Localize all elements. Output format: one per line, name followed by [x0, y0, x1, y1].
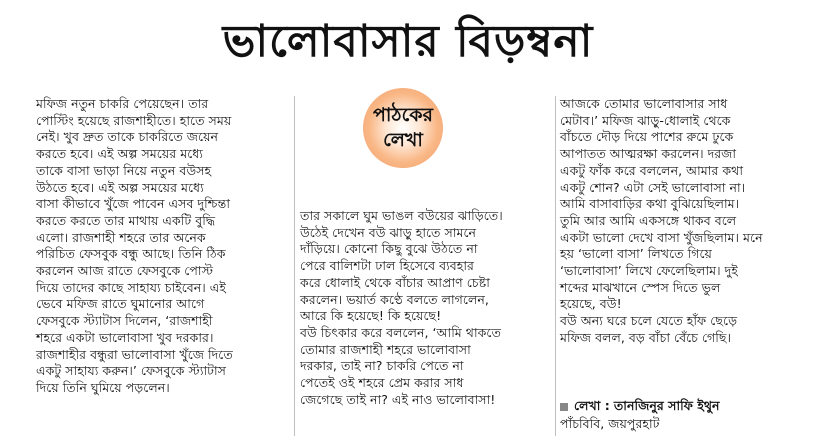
text-line: নেই। খুব দ্রুত তাকে চাকরিতে জয়েন: [36, 129, 219, 145]
text-line: আজকে তোমার ভালোবাসার সাধ: [560, 96, 728, 111]
text-line: হয়েছে, বউ!: [560, 296, 622, 312]
text-line: ফেসবুকে স্ট্যাটাস দিলেন, ‘রাজশাহী: [36, 313, 213, 329]
text-line: ভেবে মফিজ রাতে ঘুমানোর আগে: [36, 296, 205, 312]
badge-line-2: লেখা: [383, 129, 423, 151]
text-line: উঠতে হবে। এই অল্প সময়ের মধ্যে: [36, 179, 204, 195]
text-line: রাজশাহীর বন্ধুরা ভালোবাসা খুঁজে দিতে: [36, 346, 233, 362]
text-line: পেরে বালিশটা ঢাল হিসেবে ব্যবহার: [300, 258, 474, 274]
text-line: বউ অন্য ঘরে চলে যেতে হাঁফ ছেড়ে: [560, 313, 738, 329]
text-line: দিয়ে তাদের কাছে সাহায্য চাইবেন। এই: [36, 279, 226, 295]
byline-prefix: লেখা :: [574, 398, 610, 413]
bullet-square-icon: [560, 403, 568, 411]
text-line: একটু সাহায্য করুন।’ ফেসবুকে স্ট্যাটাস: [36, 363, 226, 379]
text-line: আমি বাসাবাড়ির কথা বুঝিয়েছিলাম।: [560, 196, 740, 212]
text-line: তোমার রাজশাহী শহরে ভালোবাসা: [300, 341, 471, 357]
byline-author-line: [560, 397, 720, 415]
text-line: তুমি আর আমি একসঙ্গে থাকব বলে: [560, 212, 737, 228]
text-line: মফিজ নতুন চাকরি পেয়েছেন। তার: [36, 96, 209, 111]
article-column-2: [300, 208, 552, 408]
text-line: করলেন আজ রাতে ফেসবুকে পোস্ট: [36, 263, 214, 279]
author-name: তানজিনুর সাফি ইথুন: [613, 398, 720, 413]
text-line: এলো। রাজশাহী শহরে তার অনেক: [36, 229, 206, 245]
text-line: বাসা কীভাবে খুঁজে পাবেন এসব দুশ্চিন্তা: [36, 196, 231, 212]
text-line: মেটাব।’ মফিজ ঝাড়ু-ধোলাই থেকে: [560, 112, 731, 128]
author-location: পাঁচবিবি, জয়পুরহাট: [560, 416, 660, 431]
text-line: করতে হবে। এই অল্প সময়ের মধ্যে: [36, 146, 203, 162]
text-line: পোস্টিং হয়েছে রাজশাহীতে। হাতে সময়: [36, 112, 232, 128]
article-headline: ভালোবাসার বিড়ম্বনা: [222, 16, 594, 67]
text-line: আপাতত আত্মরক্ষা করলেন। দরজা: [560, 146, 737, 162]
text-line: শব্দের মাঝখানে স্পেস দিতে ভুল: [560, 279, 721, 295]
text-line: করতে করতে তার মাথায় একটি বুদ্ধি: [36, 212, 216, 228]
text-line: করে ধোলাই থেকে বাঁচার আপ্রাণ চেষ্টা: [300, 274, 490, 290]
text-line: শহরে একটা ভালোবাসা খুব দরকার।: [36, 329, 214, 345]
text-line: দিয়ে তিনি ঘুমিয়ে পড়লেন।: [36, 379, 170, 395]
text-line: জেগেছে তাই না? এই নাও ভালোবাসা!: [300, 391, 496, 407]
text-line: করলেন। ভয়ার্ত কণ্ঠে বলতে লাগলেন,: [300, 291, 489, 307]
readers-writing-badge: [363, 88, 443, 168]
text-line: পেতেই ওই শহরে প্রেম করার সাধ: [300, 375, 464, 391]
text-line: তার সকালে ঘুম ভাঙল বউয়ের ঝাড়িতে।: [300, 208, 503, 223]
badge-line-1: পাঠকের: [373, 104, 433, 126]
text-line: আরে কি হয়েছে! কি হয়েছে!: [300, 308, 442, 324]
text-line: দাঁড়িয়ে। কোনো কিছু বুঝে উঠতে না: [300, 241, 478, 257]
text-line: ‘ভালোবাসা’ লিখে ফেলেছিলাম। দুই: [560, 263, 738, 279]
author-byline: [560, 397, 720, 433]
text-line: বাঁচতে দৌড় দিয়ে পাশের রুমে ঢুকে: [560, 129, 734, 145]
text-line: পরিচিত ফেসবুক বন্ধু আছে। তিনি ঠিক: [36, 246, 226, 262]
text-line: একটা ভালো দেখে বাসা খুঁজছিলাম। মনে: [560, 229, 763, 245]
article-column-3: [560, 96, 810, 347]
article-column-1: [36, 96, 288, 397]
text-line: একটু ফাঁক করে বললেন, আমার কথা: [560, 162, 743, 178]
text-line: তাকে বাসা ভাড়া নিয়ে নতুন বউসহ: [36, 162, 212, 178]
text-line: দরকার, তাই না? চাকরি পেতে না: [300, 358, 464, 374]
column-divider: [555, 96, 556, 436]
text-line: হয় ‘ভালো বাসা’ লিখতে গিয়ে: [560, 246, 712, 262]
text-line: উঠেই দেখেন বউ ঝাড়ু হাতে সামনে: [300, 224, 477, 240]
text-line: মফিজ বলল, বড় বাঁচা বেঁচে গেছি।: [560, 329, 732, 345]
column-divider: [294, 96, 295, 436]
text-line: একটু শোন? এটা সেই ভালোবাসা না।: [560, 179, 746, 195]
text-line: বউ চিৎকার করে বললেন, ‘আমি থাকতে: [300, 324, 501, 340]
